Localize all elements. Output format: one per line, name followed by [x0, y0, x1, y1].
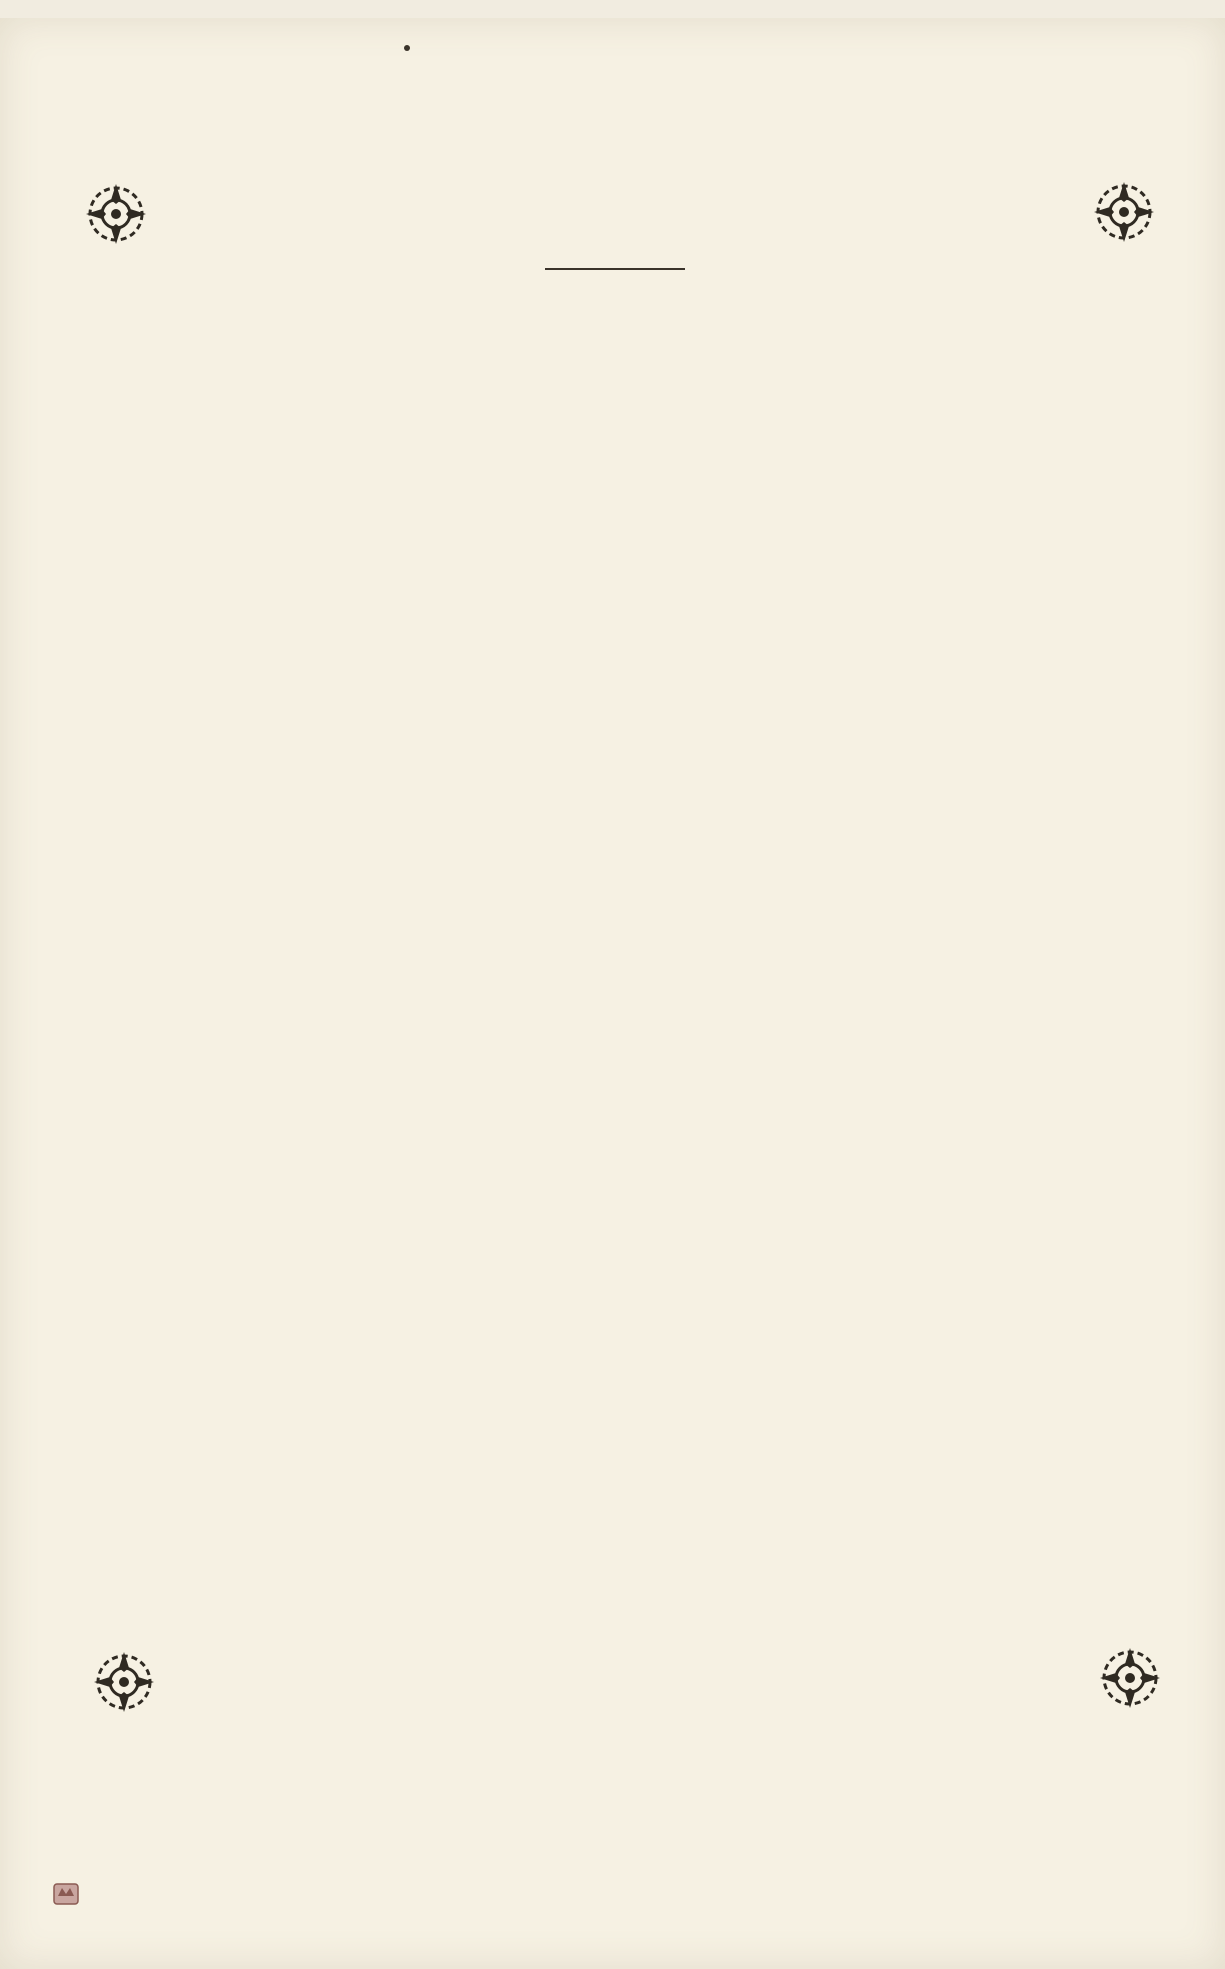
collection-stamp-icon [52, 1880, 80, 1906]
card-text [165, 248, 1065, 290]
divider [545, 268, 685, 270]
